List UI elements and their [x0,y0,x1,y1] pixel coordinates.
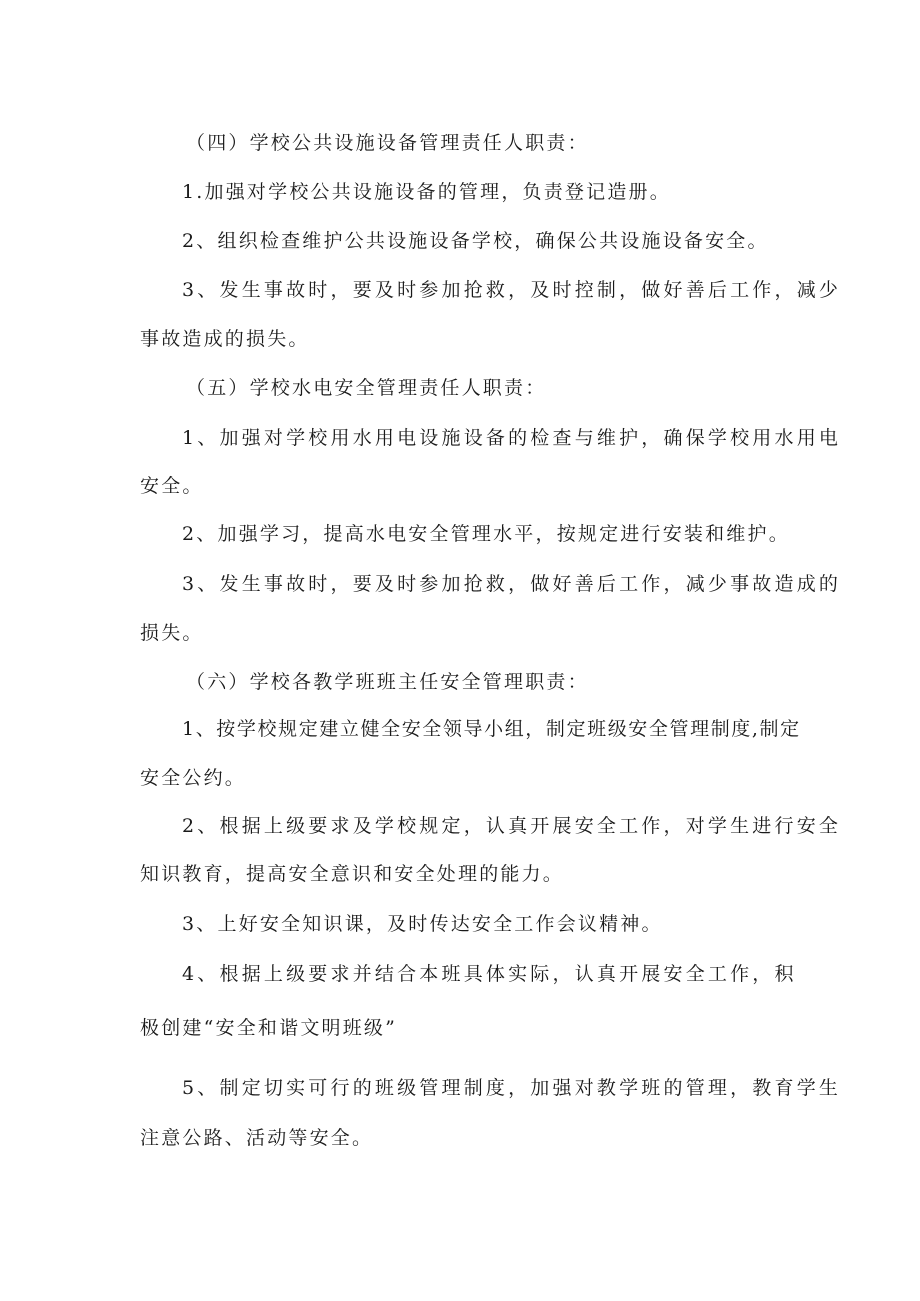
paragraph-line: 安全公约。 [140,767,247,789]
paragraph-line: 1.加强对学校公共设施设备的管理，负责登记造册。 [182,181,671,203]
paragraph-line: 2、组织检查维护公共设施设备学校，确保公共设施设备安全。 [182,230,769,252]
paragraph-line: 损失。 [140,622,204,644]
paragraph-line: 事故造成的损失。 [140,328,310,350]
paragraph-line: 安全。 [140,475,204,497]
section-heading-4: （四）学校公共设施设备管理责任人职责： [186,132,589,154]
section-heading-5: （五）学校水电安全管理责任人职责： [186,377,547,399]
paragraph-line: 注意公路、活动等安全。 [140,1127,374,1149]
paragraph-line: 极创建“安全和谐文明班级” [140,1017,398,1039]
section-heading-6: （六）学校各教学班班主任安全管理职责： [186,671,589,693]
paragraph-line: 5、制定切实可行的班级管理制度，加强对教学班的管理，教育学生 [182,1077,842,1099]
paragraph-line: 3、发生事故时，要及时参加抢救，做好善后工作，减少事故造成的 [182,573,842,595]
paragraph-line: 4、根据上级要求并结合本班具体实际，认真开展安全工作，积 [182,963,797,985]
paragraph-line: 知识教育，提高安全意识和安全处理的能力。 [140,863,565,885]
paragraph-line: 2、加强学习，提高水电安全管理水平，按规定进行安装和维护。 [182,523,790,545]
paragraph-line: 1、按学校规定建立健全安全领导小组，制定班级安全管理制度,制定 [182,718,801,740]
paragraph-line: 2、根据上级要求及学校规定，认真开展安全工作，对学生进行安全 [182,815,842,837]
paragraph-line: 1、加强对学校用水用电设施设备的检查与维护，确保学校用水用电 [182,427,842,449]
paragraph-line: 3、发生事故时，要及时参加抢救，及时控制，做好善后工作，减少 [182,279,842,301]
paragraph-line: 3、上好安全知识课，及时传达安全工作会议精神。 [182,913,663,935]
